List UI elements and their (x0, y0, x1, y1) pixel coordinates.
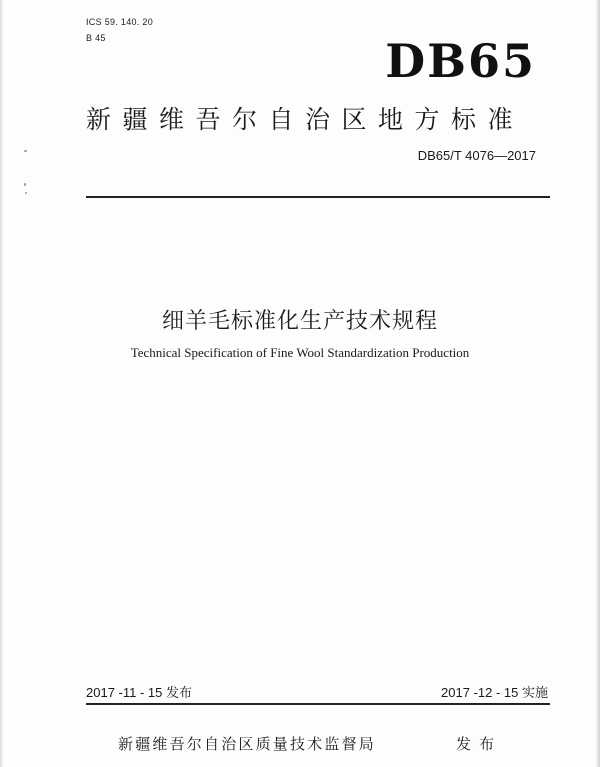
db65-logo: DB65 (385, 34, 536, 88)
issuing-authority: 新疆维吾尔自治区质量技术监督局 (118, 735, 377, 753)
issue-date: 2017 -11 - 15 发布 (86, 685, 192, 700)
footer-divider (86, 703, 550, 705)
header-divider (86, 196, 550, 198)
scan-speck (24, 183, 26, 186)
standard-type-heading: 新疆维吾尔自治区地方标准 (86, 105, 525, 134)
ics-code: ICS 59. 140. 20 (86, 17, 154, 27)
document-title-english: Technical Specification of Fine Wool Standardization Production (130, 345, 470, 360)
scan-speck (25, 192, 27, 194)
scan-edge-left (0, 0, 3, 767)
scan-edge-right (596, 0, 600, 767)
implementation-date: 2017 -12 - 15 实施 (441, 685, 548, 700)
document-title-chinese: 细羊毛标准化生产技术规程 (161, 309, 438, 334)
standard-number: DB65/T 4076—2017 (417, 148, 536, 163)
scan-speck (24, 150, 27, 152)
classification-code: B 45 (86, 33, 106, 43)
issue-label: 发布 (456, 735, 503, 753)
